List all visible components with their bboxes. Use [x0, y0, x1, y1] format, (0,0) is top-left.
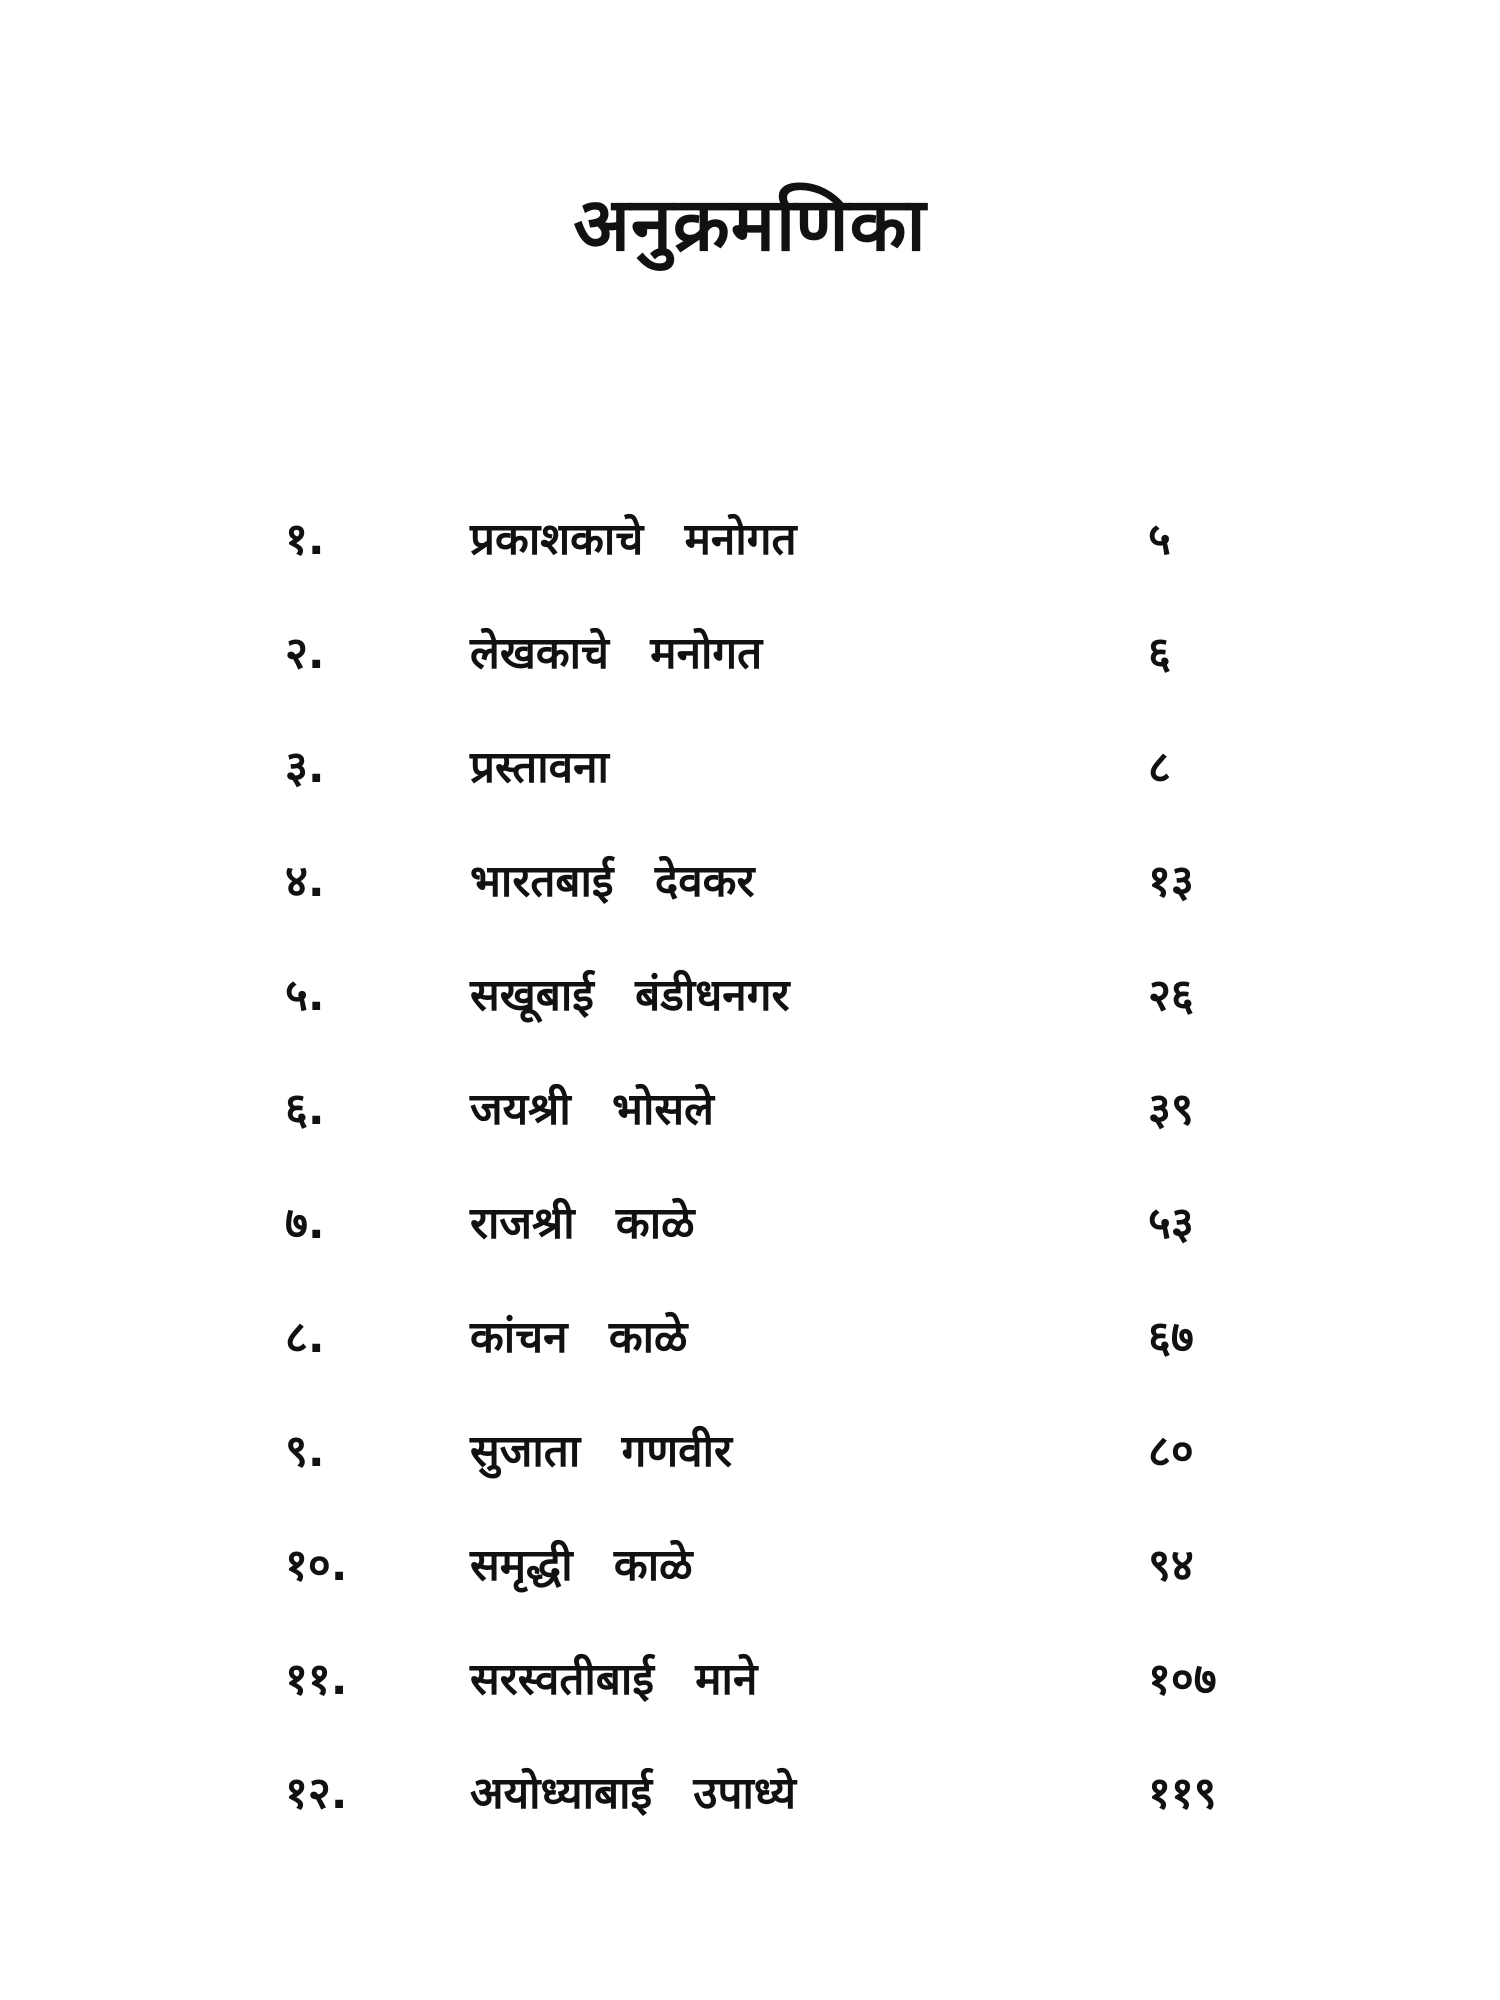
- toc-entry: [0, 1739, 1500, 1849]
- entry-title: सरस्वतीबाई माने: [470, 1654, 758, 1705]
- page-title: अनुक्रमणिका: [573, 182, 927, 268]
- entry-title: राजश्री काळे: [470, 1198, 695, 1249]
- entry-title: सुजाता गणवीर: [470, 1426, 733, 1477]
- entry-page-number: ८०: [1148, 1426, 1194, 1477]
- entry-page-number: ९४: [1148, 1540, 1194, 1591]
- entry-title: भारतबाई देवकर: [470, 856, 755, 907]
- entry-page-number: १३: [1148, 856, 1194, 907]
- toc-entry: [0, 599, 1500, 709]
- toc-entry: [0, 485, 1500, 595]
- entry-number: ५.: [285, 970, 325, 1021]
- toc-entry: [0, 941, 1500, 1051]
- entry-title: समृद्धी काळे: [470, 1540, 693, 1591]
- entry-title: कांचन काळे: [470, 1312, 688, 1363]
- entry-title: जयश्री भोसले: [470, 1084, 714, 1135]
- entry-number: २.: [285, 628, 325, 679]
- entry-number: ४.: [285, 856, 325, 907]
- entry-title: लेखकाचे मनोगत: [470, 628, 763, 679]
- entry-page-number: १०७: [1148, 1654, 1217, 1705]
- toc-entry: [0, 1511, 1500, 1621]
- entry-page-number: ८: [1148, 742, 1171, 793]
- entry-title: प्रस्तावना: [470, 742, 609, 793]
- entry-page-number: ३९: [1148, 1084, 1194, 1135]
- entry-page-number: २६: [1148, 970, 1194, 1021]
- entry-number: १.: [285, 514, 325, 565]
- entry-page-number: ५: [1148, 514, 1171, 565]
- entry-number: ९.: [285, 1426, 325, 1477]
- entry-page-number: ६: [1148, 628, 1171, 679]
- toc-entry: [0, 1283, 1500, 1393]
- entry-page-number: ६७: [1148, 1312, 1194, 1363]
- entry-number: १०.: [285, 1540, 348, 1591]
- entry-number: ८.: [285, 1312, 325, 1363]
- toc-entry: [0, 1169, 1500, 1279]
- entry-page-number: ११९: [1148, 1768, 1217, 1819]
- toc-entry: [0, 1625, 1500, 1735]
- entry-number: ११.: [285, 1654, 348, 1705]
- toc-entry: [0, 713, 1500, 823]
- entry-number: ६.: [285, 1084, 325, 1135]
- entry-number: ३.: [285, 742, 325, 793]
- toc-entry: [0, 827, 1500, 937]
- entry-number: १२.: [285, 1768, 348, 1819]
- toc-entry: [0, 1397, 1500, 1507]
- entry-number: ७.: [285, 1198, 325, 1249]
- toc-entry: [0, 1055, 1500, 1165]
- entry-title: अयोध्याबाई उपाध्ये: [470, 1768, 796, 1819]
- entry-page-number: ५३: [1148, 1198, 1194, 1249]
- entry-title: प्रकाशकाचे मनोगत: [470, 514, 797, 565]
- entry-title: सखूबाई बंडीधनगर: [470, 970, 790, 1021]
